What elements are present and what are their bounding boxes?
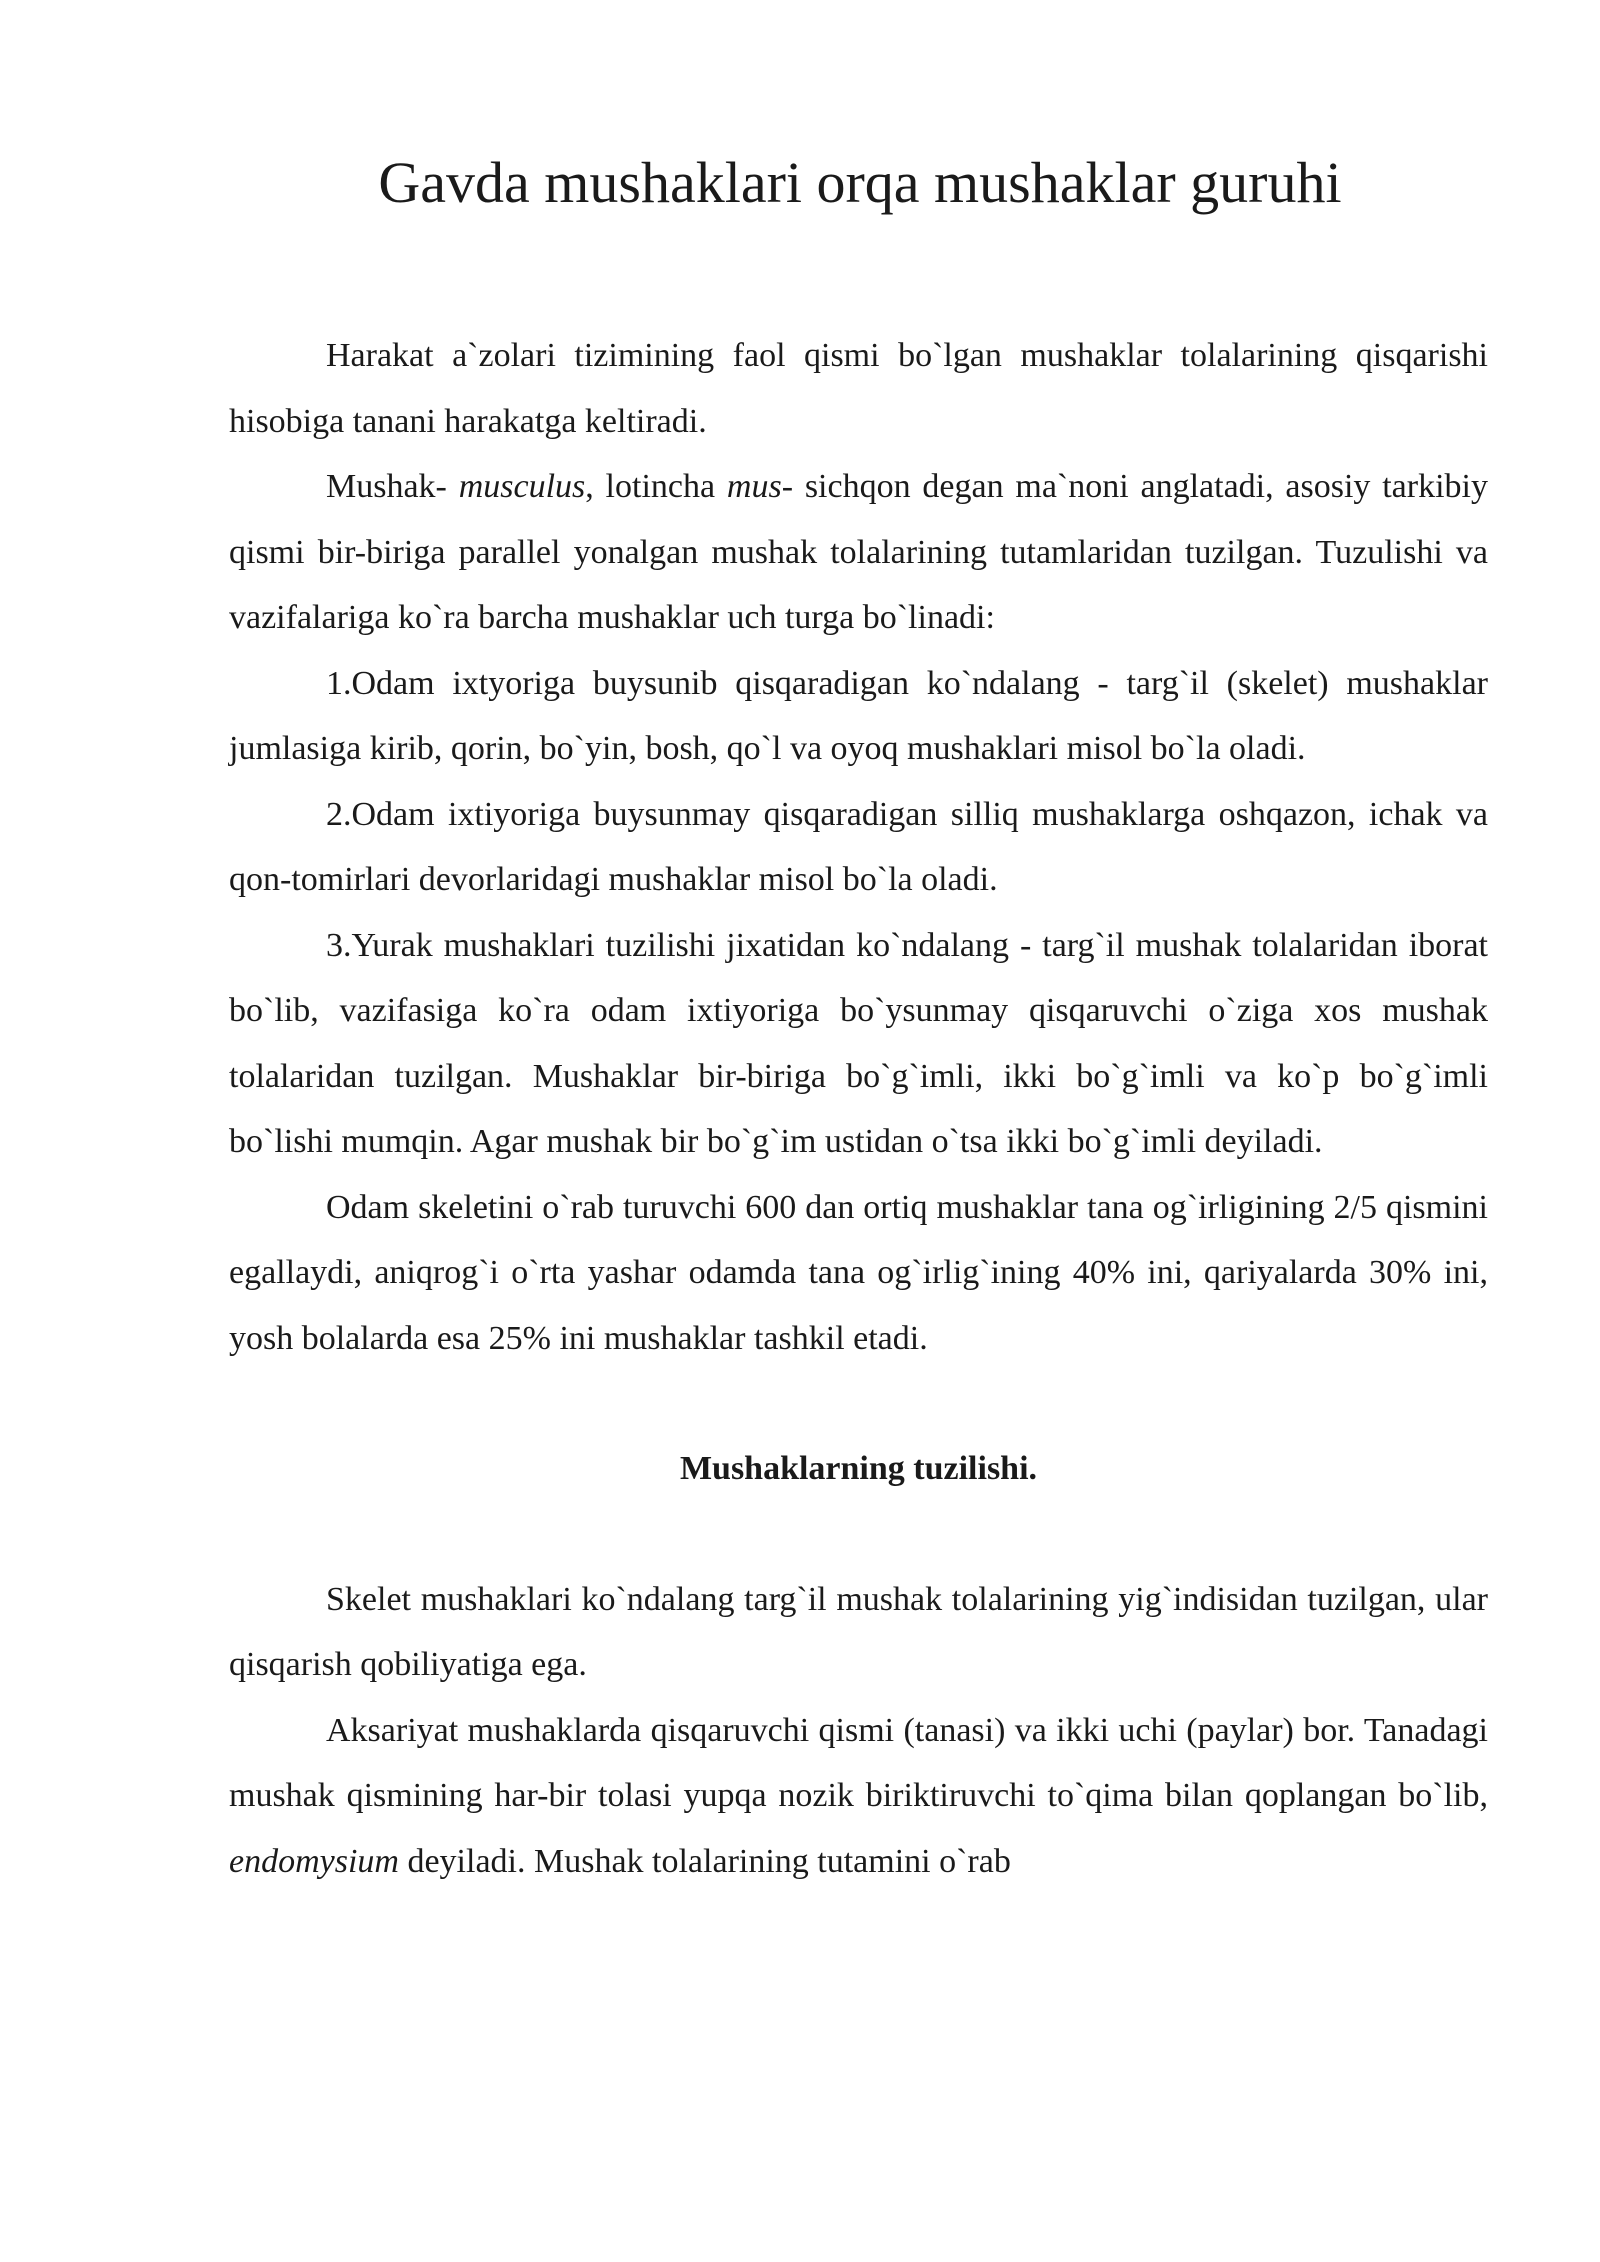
section-heading: Mushaklarning tuzilishi. <box>679 1450 1038 1487</box>
paragraph-skeleton: Odam skeletini o`rab turuvchi 600 dan ortiq mushaklar tana og`irligining 2/5 qismini egallaydi, aniqrog`i o`rta yashar odamda tana og`irlig`ining 40% ini, qariyalarda 30% ini, yosh bolalarda esa 25% ini mushaklar tashkil etadi. <box>229 1188 1488 1357</box>
paragraph-intro: Harakat a`zolari tizimining faol qismi bo`lgan mushaklar tolalarining qisqarishi hisobiga tanani harakatga keltiradi. <box>229 337 1488 440</box>
paragraph-musculus <box>229 454 1488 651</box>
paragraph-item-3: 3.Yurak mushaklari tuzilishi jixatidan ko`ndalang - targ`il mushak tolalaridan iborat bo`lib, vazifasiga ko`ra odam ixtiyoriga bo`ysunmay qisqaruvchi o`ziga xos mushak tolalaridan tuzilgan. Mushaklar bir-biriga bo`g`imli, ikki bo`g`imli va ko`p bo`g`imli bo`lishi mumqin. Agar mushak bir bo`g`im ustidan o`tsa ikki bo`g`imli deyiladi. <box>229 926 1488 1160</box>
paragraph-item-1: 1.Odam ixtyoriga buysunib qisqaradigan ko`ndalang - targ`il (skelet) mushaklar jumlasiga kirib, qorin, bo`yin, bosh, qo`l va oyoq mushaklari misol bo`la oladi. <box>229 664 1488 767</box>
paragraph-text: deyiladi. Mushak tolalarining tutamini o`rab <box>398 1842 1011 1880</box>
paragraph-text: Aksariyat mushaklarda qisqaruvchi qismi (tanasi) va ikki uchi (paylar) bor. Tanadagi mushak qismining har-bir tolasi yupqa nozik biriktiruvchi to`qima bilan qoplangan bo`lib, <box>229 1711 1488 1814</box>
paragraph-text: - sichqon degan ma`noni anglatadi, asosiy tarkibiy qismi bir-biriga parallel yonalgan mushak tolalarining tutamlaridan tuzilgan. Tuzulishi va vazifalariga ko`ra barcha mushaklar uch turga bo`linadi: <box>229 468 1488 636</box>
paragraph-aksariyat <box>229 1698 1488 1895</box>
document-body <box>229 323 1488 1894</box>
latin-term: musculus <box>458 468 586 505</box>
latin-term: mus <box>726 468 782 505</box>
paragraph-text: Mushak- <box>326 468 459 505</box>
paragraph-item-2: 2.Odam ixtiyoriga buysunmay qisqaradigan silliq mushaklarga oshqazon, ichak va qon-tomirlari devorlaridagi mushaklar misol bo`la oladi. <box>229 795 1488 898</box>
latin-term: endomysium <box>229 1842 399 1880</box>
paragraph-text: , lotincha <box>585 468 727 505</box>
paragraph-skelet: Skelet mushaklari ko`ndalang targ`il mushak tolalarining yig`indisidan tuzilgan, ular qisqarish qobiliyatiga ega. <box>229 1580 1488 1683</box>
page-title: Gavda mushaklari orqa mushaklar guruhi <box>378 150 1342 215</box>
